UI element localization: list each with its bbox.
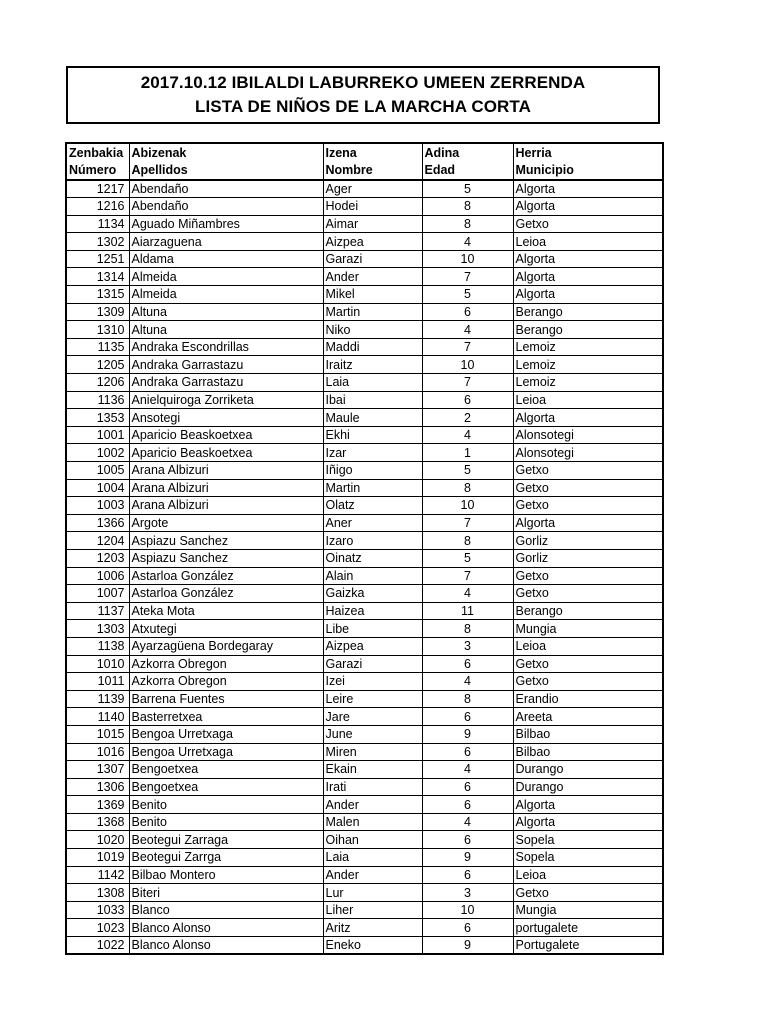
cell-name: Martin [323,479,422,497]
cell-surnames: Aspiazu Sanchez [129,532,323,550]
table-row [66,514,663,532]
cell-surnames: Altuna [129,321,323,339]
cell-age: 5 [422,180,513,198]
cell-surnames: Ayarzagüena Bordegaray [129,637,323,655]
cell-name: Izar [323,444,422,462]
cell-surnames: Basterretxea [129,708,323,726]
table-row [66,286,663,304]
table-row [66,303,663,321]
cell-surnames: Bengoa Urretxaga [129,725,323,743]
cell-town: Alonsotegi [513,444,663,462]
table-row [66,761,663,779]
column-header-label-es: Edad [424,162,456,177]
table-row [66,937,663,955]
cell-name: Laia [323,374,422,392]
cell-age: 5 [422,286,513,304]
cell-number: 1015 [66,725,129,743]
cell-age: 3 [422,884,513,902]
table-header [66,143,663,180]
cell-town: Lemoiz [513,356,663,374]
cell-town: Mungia [513,620,663,638]
table-row [66,637,663,655]
cell-town: Getxo [513,479,663,497]
cell-town: Berango [513,321,663,339]
cell-age: 6 [422,655,513,673]
table-row [66,233,663,251]
cell-surnames: Benito [129,813,323,831]
cell-number: 1309 [66,303,129,321]
cell-age: 3 [422,637,513,655]
cell-surnames: Aiarzaguena [129,233,323,251]
table-row [66,673,663,691]
cell-name: Garazi [323,250,422,268]
table-row [66,831,663,849]
document-title-spanish: LISTA DE NIÑOS DE LA MARCHA CORTA [194,97,532,116]
cell-surnames: Bengoa Urretxaga [129,743,323,761]
column-header-label-es: Número [69,162,117,177]
cell-name: Iraitz [323,356,422,374]
cell-surnames: Blanco Alonso [129,919,323,937]
cell-town: Algorta [513,198,663,216]
cell-number: 1216 [66,198,129,216]
cell-age: 6 [422,796,513,814]
cell-number: 1139 [66,690,129,708]
cell-name: Gaizka [323,585,422,603]
cell-surnames: Bilbao Montero [129,866,323,884]
cell-number: 1204 [66,532,129,550]
cell-number: 1314 [66,268,129,286]
cell-name: Aimar [323,215,422,233]
cell-age: 6 [422,743,513,761]
cell-town: Getxo [513,215,663,233]
table-row [66,409,663,427]
cell-surnames: Abendaño [129,198,323,216]
cell-town: Mungia [513,901,663,919]
cell-number: 1135 [66,338,129,356]
cell-town: Leioa [513,866,663,884]
cell-number: 1007 [66,585,129,603]
cell-surnames: Argote [129,514,323,532]
cell-name: Garazi [323,655,422,673]
column-header-label-eu: Izena [325,146,357,160]
cell-name: Eneko [323,937,422,955]
cell-age: 4 [422,321,513,339]
cell-town: Getxo [513,673,663,691]
table-row [66,919,663,937]
cell-name: Irati [323,778,422,796]
cell-age: 4 [422,673,513,691]
cell-number: 1138 [66,637,129,655]
cell-age: 6 [422,708,513,726]
table-row [66,198,663,216]
cell-age: 8 [422,198,513,216]
cell-number: 1353 [66,409,129,427]
table-row [66,356,663,374]
cell-number: 1308 [66,884,129,902]
cell-number: 1315 [66,286,129,304]
cell-town: Durango [513,778,663,796]
cell-name: Leire [323,690,422,708]
table-row [66,725,663,743]
cell-age: 7 [422,567,513,585]
table-row [66,374,663,392]
cell-number: 1005 [66,462,129,480]
cell-name: Aizpea [323,637,422,655]
cell-town: Bilbao [513,743,663,761]
cell-age: 8 [422,532,513,550]
cell-town: Berango [513,602,663,620]
cell-name: Olatz [323,497,422,515]
table-row [66,462,663,480]
cell-number: 1302 [66,233,129,251]
cell-number: 1006 [66,567,129,585]
cell-surnames: Andraka Garrastazu [129,356,323,374]
cell-surnames: Bengoetxea [129,761,323,779]
cell-surnames: Aparicio Beaskoetxea [129,444,323,462]
cell-age: 6 [422,831,513,849]
cell-surnames: Azkorra Obregon [129,655,323,673]
cell-number: 1205 [66,356,129,374]
table-row [66,602,663,620]
cell-town: Algorta [513,409,663,427]
children-list-table [65,142,664,955]
cell-age: 10 [422,497,513,515]
cell-surnames: Blanco Alonso [129,937,323,955]
column-header-name [323,143,422,180]
table-row [66,444,663,462]
cell-town: Berango [513,303,663,321]
cell-age: 4 [422,761,513,779]
cell-surnames: Biteri [129,884,323,902]
cell-name: Alain [323,567,422,585]
table-row [66,338,663,356]
cell-name: Iñigo [323,462,422,480]
table-row [66,585,663,603]
cell-name: Malen [323,813,422,831]
table-row [66,497,663,515]
cell-age: 7 [422,374,513,392]
cell-name: Aizpea [323,233,422,251]
cell-town: Getxo [513,655,663,673]
table-row [66,743,663,761]
cell-name: Ander [323,268,422,286]
cell-age: 6 [422,303,513,321]
column-header-surnames [129,143,323,180]
cell-town: Algorta [513,250,663,268]
cell-age: 8 [422,215,513,233]
cell-name: Izaro [323,532,422,550]
cell-age: 10 [422,356,513,374]
cell-age: 4 [422,426,513,444]
cell-town: Algorta [513,813,663,831]
table-row [66,549,663,567]
cell-town: Gorliz [513,532,663,550]
cell-town: Durango [513,761,663,779]
cell-age: 9 [422,937,513,955]
column-header-label-eu: Zenbakia [69,146,124,160]
cell-name: Lur [323,884,422,902]
cell-town: Algorta [513,180,663,198]
cell-name: Mikel [323,286,422,304]
column-header-label-es: Nombre [325,162,373,177]
cell-surnames: Arana Albizuri [129,497,323,515]
cell-age: 9 [422,725,513,743]
cell-number: 1020 [66,831,129,849]
column-header-label-eu: Herria [515,146,552,160]
cell-name: Ekain [323,761,422,779]
cell-name: Laia [323,849,422,867]
cell-age: 7 [422,268,513,286]
cell-age: 6 [422,866,513,884]
cell-number: 1011 [66,673,129,691]
cell-town: Leioa [513,637,663,655]
table-row [66,479,663,497]
cell-name: Izei [323,673,422,691]
cell-town: Sopela [513,831,663,849]
cell-town: Algorta [513,514,663,532]
cell-surnames: Blanco [129,901,323,919]
header-row [66,143,663,180]
cell-surnames: Ansotegi [129,409,323,427]
cell-name: Liher [323,901,422,919]
table-row [66,849,663,867]
cell-surnames: Astarloa González [129,585,323,603]
cell-number: 1137 [66,602,129,620]
table-row [66,567,663,585]
cell-number: 1002 [66,444,129,462]
table-row [66,796,663,814]
cell-name: Haizea [323,602,422,620]
cell-name: Hodei [323,198,422,216]
cell-age: 7 [422,514,513,532]
cell-surnames: Almeida [129,268,323,286]
cell-age: 11 [422,602,513,620]
cell-town: Algorta [513,286,663,304]
cell-number: 1003 [66,497,129,515]
cell-name: Ekhi [323,426,422,444]
cell-surnames: Altuna [129,303,323,321]
cell-name: June [323,725,422,743]
cell-age: 4 [422,813,513,831]
cell-age: 2 [422,409,513,427]
cell-surnames: Aspiazu Sanchez [129,549,323,567]
table-row [66,268,663,286]
cell-town: Lemoiz [513,374,663,392]
cell-surnames: Ateka Mota [129,602,323,620]
table-row [66,215,663,233]
cell-town: Getxo [513,585,663,603]
cell-surnames: Abendaño [129,180,323,198]
cell-age: 9 [422,849,513,867]
cell-age: 6 [422,778,513,796]
cell-number: 1140 [66,708,129,726]
table-row [66,250,663,268]
cell-name: Jare [323,708,422,726]
cell-number: 1303 [66,620,129,638]
cell-town: Leioa [513,233,663,251]
cell-number: 1369 [66,796,129,814]
table-row [66,532,663,550]
cell-surnames: Aparicio Beaskoetxea [129,426,323,444]
cell-town: portugalete [513,919,663,937]
cell-number: 1368 [66,813,129,831]
cell-name: Aner [323,514,422,532]
cell-number: 1206 [66,374,129,392]
cell-age: 10 [422,901,513,919]
table-row [66,426,663,444]
cell-surnames: Anielquiroga Zorriketa [129,391,323,409]
cell-number: 1019 [66,849,129,867]
table-row [66,690,663,708]
cell-town: Algorta [513,268,663,286]
cell-number: 1142 [66,866,129,884]
table-row [66,321,663,339]
table-row [66,708,663,726]
cell-number: 1022 [66,937,129,955]
cell-number: 1307 [66,761,129,779]
cell-number: 1217 [66,180,129,198]
table-row [66,180,663,198]
cell-surnames: Arana Albizuri [129,462,323,480]
cell-surnames: Astarloa González [129,567,323,585]
cell-number: 1310 [66,321,129,339]
cell-name: Ager [323,180,422,198]
cell-age: 5 [422,549,513,567]
table-row [66,901,663,919]
table-row [66,884,663,902]
cell-name: Aritz [323,919,422,937]
cell-name: Martin [323,303,422,321]
cell-age: 10 [422,250,513,268]
cell-surnames: Andraka Escondrillas [129,338,323,356]
cell-surnames: Beotegui Zarraga [129,831,323,849]
cell-name: Oinatz [323,549,422,567]
cell-surnames: Aguado Miñambres [129,215,323,233]
column-header-age [422,143,513,180]
cell-surnames: Atxutegi [129,620,323,638]
cell-number: 1366 [66,514,129,532]
cell-town: Portugalete [513,937,663,955]
cell-town: Getxo [513,462,663,480]
cell-age: 4 [422,585,513,603]
cell-number: 1010 [66,655,129,673]
cell-town: Bilbao [513,725,663,743]
cell-town: Gorliz [513,549,663,567]
cell-age: 8 [422,690,513,708]
cell-age: 8 [422,479,513,497]
cell-town: Getxo [513,884,663,902]
column-header-label-eu: Adina [424,146,460,160]
document-title-box [66,66,660,124]
table-row [66,620,663,638]
cell-town: Algorta [513,796,663,814]
table-row [66,866,663,884]
cell-name: Ander [323,796,422,814]
table-row [66,391,663,409]
cell-name: Ander [323,866,422,884]
cell-surnames: Bengoetxea [129,778,323,796]
cell-number: 1203 [66,549,129,567]
cell-number: 1033 [66,901,129,919]
cell-surnames: Barrena Fuentes [129,690,323,708]
table-body [66,180,663,954]
cell-age: 8 [422,620,513,638]
cell-age: 6 [422,391,513,409]
table-row [66,655,663,673]
cell-name: Maule [323,409,422,427]
cell-name: Ibai [323,391,422,409]
column-header-label-es: Municipio [515,162,574,177]
cell-number: 1023 [66,919,129,937]
cell-age: 5 [422,462,513,480]
cell-number: 1001 [66,426,129,444]
cell-town: Getxo [513,497,663,515]
cell-town: Areeta [513,708,663,726]
cell-surnames: Aldama [129,250,323,268]
column-header-number [66,143,129,180]
cell-age: 7 [422,338,513,356]
cell-name: Miren [323,743,422,761]
cell-number: 1134 [66,215,129,233]
table-row [66,813,663,831]
cell-age: 1 [422,444,513,462]
cell-town: Sopela [513,849,663,867]
cell-surnames: Arana Albizuri [129,479,323,497]
column-header-town [513,143,663,180]
document-title-basque: 2017.10.12 IBILALDI LABURREKO UMEEN ZERRENDA [140,73,586,92]
cell-town: Erandio [513,690,663,708]
cell-town: Getxo [513,567,663,585]
cell-number: 1004 [66,479,129,497]
cell-surnames: Azkorra Obregon [129,673,323,691]
cell-number: 1251 [66,250,129,268]
cell-number: 1136 [66,391,129,409]
cell-surnames: Beotegui Zarrga [129,849,323,867]
column-header-label-eu: Abizenak [131,146,187,160]
cell-age: 4 [422,233,513,251]
cell-name: Libe [323,620,422,638]
cell-age: 6 [422,919,513,937]
cell-surnames: Benito [129,796,323,814]
cell-town: Alonsotegi [513,426,663,444]
cell-town: Lemoiz [513,338,663,356]
cell-surnames: Andraka Garrastazu [129,374,323,392]
cell-name: Maddi [323,338,422,356]
cell-name: Oihan [323,831,422,849]
column-header-label-es: Apellidos [131,162,188,177]
cell-name: Niko [323,321,422,339]
cell-number: 1016 [66,743,129,761]
cell-town: Leioa [513,391,663,409]
table-row [66,778,663,796]
cell-surnames: Almeida [129,286,323,304]
cell-number: 1306 [66,778,129,796]
